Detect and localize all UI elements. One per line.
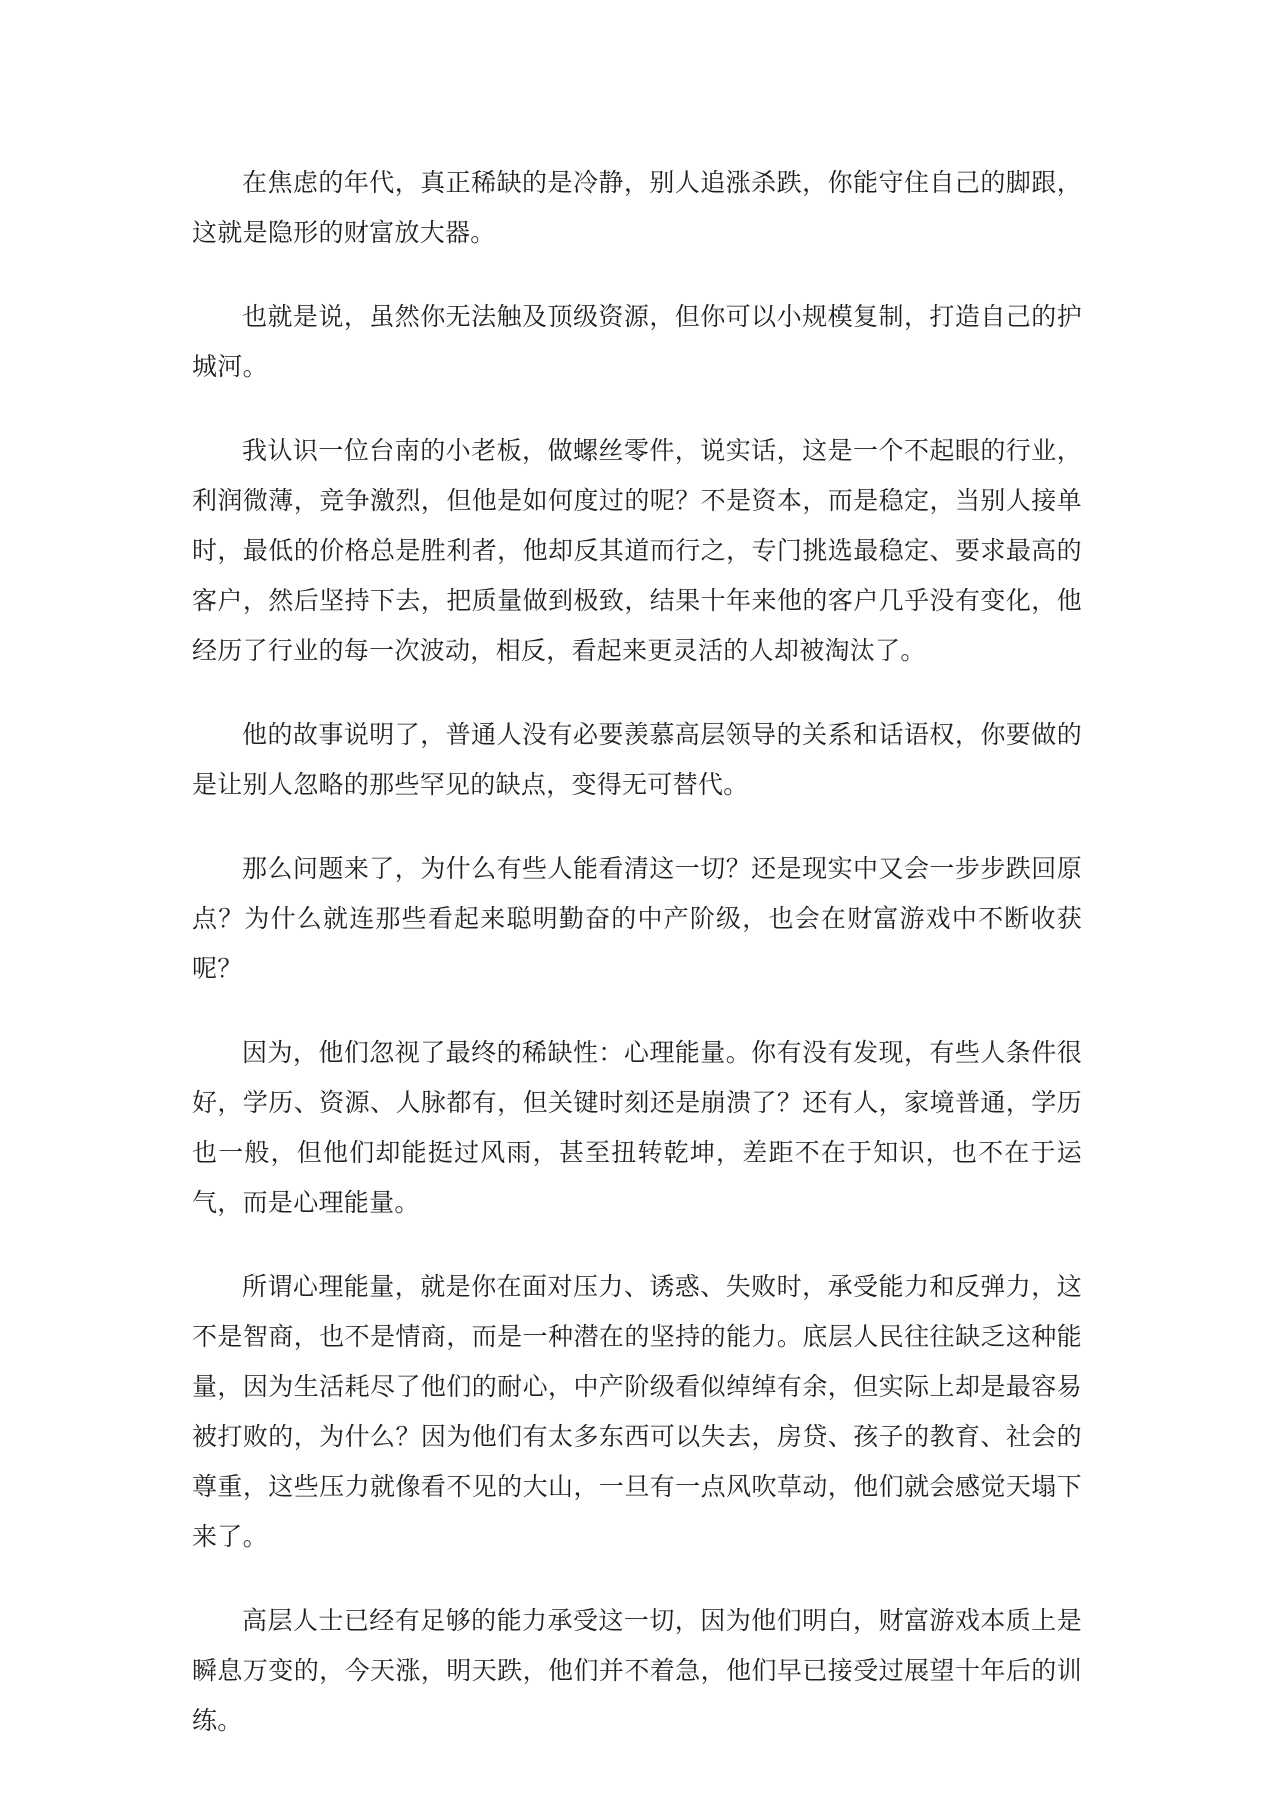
paragraph: 在焦虑的年代，真正稀缺的是冷静，别人追涨杀跌，你能守住自己的脚跟，这就是隐形的财富放大器。 xyxy=(192,168,1082,247)
paragraph: 我认识一位台南的小老板，做螺丝零件，说实话，这是一个不起眼的行业，利润微薄，竞争激烈，但他是如何度过的呢？不是资本，而是稳定，当别人接单时，最低的价格总是胜利者，他却反其道而行之，专门挑选最稳定、要求最高的客户，然后坚持下去，把质量做到极致，结果十年来他的客户几乎没有变化，他经历了行业的每一次波动，相反，看起来更灵活的人却被淘汰了。 xyxy=(192,436,1082,665)
paragraph: 所谓心理能量，就是你在面对压力、诱惑、失败时，承受能力和反弹力，这不是智商，也不是情商，而是一种潜在的坚持的能力。底层人民往往缺乏这种能量，因为生活耗尽了他们的耐心，中产阶级看似绰绰有余，但实际上却是最容易被打败的，为什么？因为他们有太多东西可以失去，房贷、孩子的教育、社会的尊重，这些压力就像看不见的大山，一旦有一点风吹草动，他们就会感觉天塌下来了。 xyxy=(192,1272,1082,1551)
paragraph: 因为，他们忽视了最终的稀缺性：心理能量。你有没有发现，有些人条件很好，学历、资源、人脉都有，但关键时刻还是崩溃了？还有人，家境普通，学历也一般，但他们却能挺过风雨，甚至扭转乾坤，差距不在于知识，也不在于运气，而是心理能量。 xyxy=(192,1038,1082,1217)
paragraph: 他的故事说明了，普通人没有必要羡慕高层领导的关系和话语权，你要做的是让别人忽略的那些罕见的缺点，变得无可替代。 xyxy=(192,720,1082,799)
paragraph: 高层人士已经有足够的能力承受这一切，因为他们明白，财富游戏本质上是瞬息万变的，今天涨，明天跌，他们并不着急，他们早已接受过展望十年后的训练。 xyxy=(192,1606,1082,1735)
paragraph: 那么问题来了，为什么有些人能看清这一切？还是现实中又会一步步跌回原点？为什么就连那些看起来聪明勤奋的中产阶级，也会在财富游戏中不断收获呢？ xyxy=(192,854,1082,983)
document-body xyxy=(192,158,1082,1780)
paragraph: 也就是说，虽然你无法触及顶级资源，但你可以小规模复制，打造自己的护城河。 xyxy=(192,302,1082,381)
